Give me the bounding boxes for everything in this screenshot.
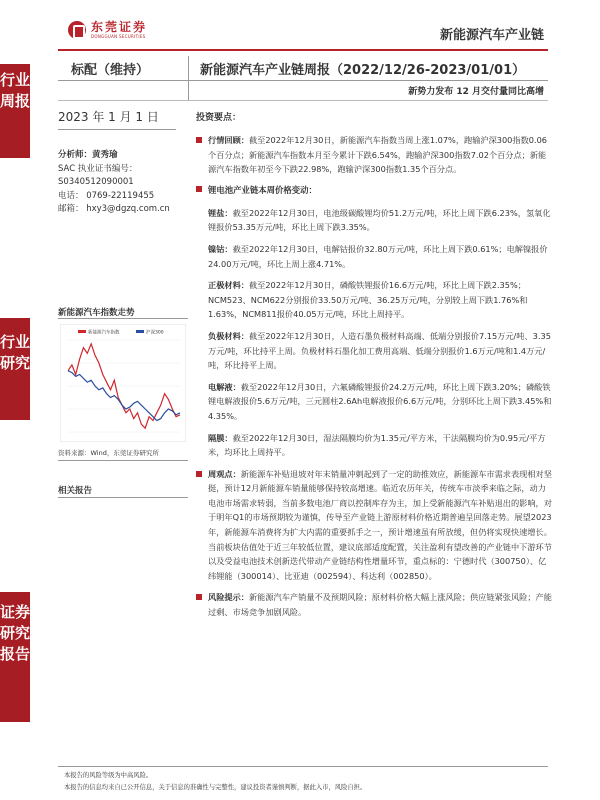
- risk-text: 新能源汽车产销量不及预期风险；原材料价格大幅上涨风险；供应链紧张风险；产能过剩、市场竞争加剧风险。: [208, 592, 552, 618]
- risk-level-note: 本报告的风险等级为中高风险。: [64, 772, 153, 779]
- footer-divider: [58, 766, 548, 767]
- column-divider: [188, 56, 189, 100]
- source-disclaimer: 本报告的信息均来自已公开信息，关于信息的准确性与完整性，建议投资者谨慎判断，据此入市，风险自担。: [64, 784, 367, 791]
- index-chart: [60, 324, 186, 442]
- market-review-text: 截至2022年12月30日，新能源汽车指数当周上涨1.07%，跑输沪深300指数0.06个百分点；新能源汽车指数本月至今累计下跌6.54%，跑输沪深300指数7.02个百分点；新能源汽车指数年初至今下跌22.98%，跑输沪深300指数1.35个百分点。: [208, 135, 547, 175]
- legend-swatch-a: [78, 330, 86, 333]
- report-date: 2023 年 1 月 1 日: [58, 110, 159, 124]
- logo-name: 东莞证券: [91, 20, 148, 34]
- price-item-lithium-salt: [196, 206, 552, 235]
- analyst-email[interactable]: 邮箱： hxy3@dgzq.com.cn: [58, 204, 170, 214]
- price-text: 截至2022年12月30日，人造石墨负极材料高端、低端分别报价7.15万元/吨、3.35万元/吨，环比持平上周。负极材料石墨化加工费用高端、低端分别报价1.6万元/吨和1.4万元/吨，环比持平上周。: [208, 330, 551, 371]
- price-item-nickel-cobalt: [196, 242, 552, 271]
- report-title: 新能源汽车产业链周报（2022/12/26-2023/01/01）: [200, 63, 526, 78]
- related-reports-heading: 相关报告: [58, 486, 93, 496]
- analyst-label: 分析师：: [58, 150, 93, 160]
- analyst-name: 黄秀瑜: [92, 150, 118, 160]
- price-item-cathode: [196, 278, 552, 322]
- analyst-phone: 电话： 0769-22119455: [58, 190, 155, 201]
- report-subtitle: 新势力发布 12 月交付量同比高增: [408, 87, 544, 97]
- legend-label-b: 沪深300: [146, 330, 164, 336]
- logo-icon: [68, 21, 86, 39]
- date-divider: [58, 129, 176, 130]
- market-review-lead: 行情回顾：: [208, 135, 249, 145]
- price-lead: 正极材料：: [208, 280, 249, 291]
- chart-frame: [60, 324, 186, 442]
- subtitle-divider: [58, 100, 548, 101]
- side-tab-industry-research: 行业研究: [0, 318, 30, 420]
- price-text: 截至2022年12月30日，磷酸铁锂报价16.6万元/吨，环比上周下跌2.35%；NCM523、NCM622分别报价33.50万元/吨、36.25万元/吨，分别较上周下跌1.76%和1.63%，NCM811报价40.05万元/吨，环比上周持平。: [208, 280, 528, 320]
- license-label: SAC 执业证书编号：: [58, 163, 138, 174]
- price-lead: 电解液：: [208, 381, 241, 392]
- weekly-viewpoint: [196, 467, 552, 584]
- market-review: [196, 133, 552, 177]
- chart-divider: [58, 318, 188, 319]
- price-text: 截至2022年12月30日，电解钴报价32.80万元/吨，环比上周下跌0.61%；电解镍报价24.00万元/吨，环比上周上涨4.71%。: [208, 243, 548, 269]
- price-lead: 镍钴：: [208, 243, 233, 254]
- source-divider: [58, 460, 188, 461]
- index-chart-svg: [60, 324, 186, 442]
- price-text: 截至2022年12月30日，湿法隔膜均价为1.35元/平方米，干法隔膜均价为0.95元/平方米，均环比上周持平。: [208, 432, 546, 458]
- related-divider: [58, 497, 188, 498]
- viewpoint-text: 新能源车补贴退坡对年末销量冲刺起到了一定的助推效应，新能源车市需求表现相对坚挺，预计12月新能源车销量能够保持较高增速。临近农历年关，传统车市淡季来临之际，动力电池市场需求转弱，当前多数电池厂商以控制库存为主，加上受新能源汽车补贴退出的影响，对于明年Q1的市场预期较为谨慎，传导至产业链上游原材料价格近期普遍呈回落走势。展望2023年，新能源车消费将为扩大内需的重要抓手之一，预计增速虽有所放缓，但仍将实现快速增长。当前板块估值处于近三年较低位置，建议底部适度配置，关注盈利有望改善的产业链中下游环节以及受益电池技术创新迭代带动产业链结构性增量环节，重点标的：宁德时代（300750）、亿纬锂能（300014）、比亚迪（002594）、科达利（002850）。: [208, 468, 552, 581]
- key-points-heading: 投资要点：: [196, 113, 242, 123]
- company-logo: [68, 20, 147, 40]
- header-divider: [58, 49, 548, 51]
- title-divider: [58, 80, 548, 81]
- price-changes-heading: 锂电池产业链本周价格变动：: [196, 184, 552, 196]
- chart-title: 新能源汽车指数走势: [58, 308, 135, 318]
- price-item-electrolyte: [196, 380, 552, 424]
- main-content: [196, 110, 552, 627]
- risk-warning: [196, 590, 552, 619]
- price-text: 截至2022年12月30日，电池级碳酸锂均价51.2万元/吨，环比上周下跌6.23%，氢氧化锂报价53.35万元/吨，环比上周下跌3.35%。: [208, 207, 551, 233]
- legend-swatch-b: [136, 330, 144, 333]
- price-lead: 隔膜：: [208, 432, 233, 443]
- analyst-info: [58, 149, 170, 217]
- side-tab-weekly: 行业周报: [0, 64, 30, 158]
- price-text: 截至2022年12月30日，六氟磷酸锂报价24.2万元/吨，环比上周下跌3.20%；磷酸铁锂电解液报价5.6万元/吨，三元圆柱2.6Ah电解液报价6.6万元/吨，分别环比上周下跌3.45%和4.35%。: [208, 381, 552, 421]
- chart-source: 资料来源：Wind，东莞证券研究所: [58, 449, 159, 457]
- price-lead: 锂盐：: [208, 207, 233, 218]
- legend-label-a: 新能源汽车指数: [88, 330, 120, 336]
- risk-lead: 风险提示：: [208, 592, 249, 603]
- license-number: S0340512090001: [58, 177, 134, 187]
- side-tab-securities-report: 证券研究报告: [0, 592, 30, 722]
- footer-disclaimer: [64, 770, 366, 794]
- logo-english-name: DONGGUAN SECURITIES: [91, 34, 146, 39]
- price-lead: 负极材料：: [208, 330, 249, 341]
- price-item-separator: [196, 431, 552, 460]
- industry-label: 新能源汽车产业链: [439, 28, 544, 43]
- price-item-anode: [196, 329, 552, 373]
- rating-label: 标配（维持）: [71, 63, 150, 78]
- viewpoint-lead: 周观点：: [208, 468, 241, 479]
